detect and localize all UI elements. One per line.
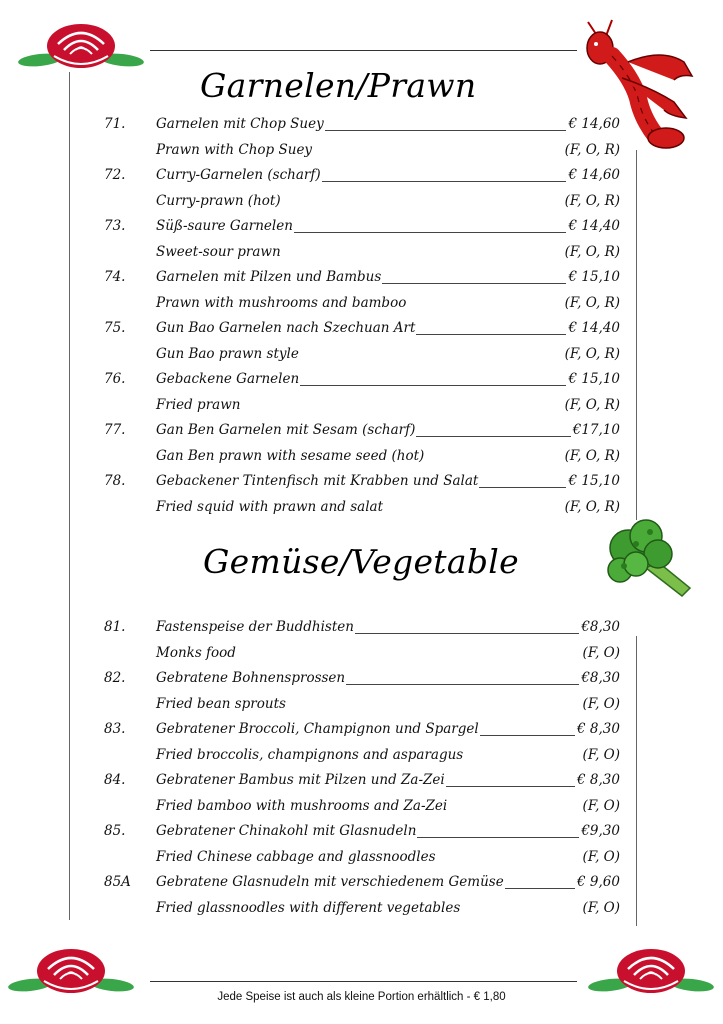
- bottom-rule: [150, 981, 577, 982]
- item-allergens: (F, O, R): [564, 243, 620, 260]
- item-price: €9,30: [581, 823, 620, 839]
- section-title-prawn: Garnelen/Prawn: [200, 66, 477, 105]
- item-name-en: Fried glassnoodles with different vegetables: [156, 899, 461, 916]
- item-allergens: (F, O, R): [564, 396, 620, 413]
- item-number: 83.: [104, 721, 126, 737]
- menu-item-translation: [0, 446, 723, 468]
- item-number: 76.: [104, 371, 126, 387]
- menu-item: [0, 770, 723, 792]
- item-allergens: (F, O, R): [564, 447, 620, 464]
- item-name-en: Curry-prawn (hot): [156, 192, 281, 209]
- item-name-de: Garnelen mit Pilzen und Bambus: [156, 269, 382, 285]
- item-number: 85.: [104, 823, 126, 839]
- item-name-en: Sweet-sour prawn: [156, 243, 281, 260]
- item-name-de: Garnelen mit Chop Suey: [156, 116, 324, 132]
- item-name-en: Prawn with mushrooms and bamboo: [156, 294, 407, 311]
- leader-line: [300, 385, 566, 386]
- leader-line: [382, 283, 566, 284]
- item-price: € 14,40: [568, 320, 620, 336]
- rose-icon-top-left: [18, 20, 144, 72]
- item-name-en: Fried squid with prawn and salat: [156, 498, 383, 515]
- item-price: € 8,30: [577, 721, 620, 737]
- top-rule: [150, 50, 577, 51]
- menu-item-translation: [0, 395, 723, 417]
- item-allergens: (F, O, R): [564, 192, 620, 209]
- menu-item: [0, 267, 723, 289]
- item-price: € 14,40: [568, 218, 620, 234]
- item-allergens: (F, O): [582, 797, 620, 814]
- item-name-de: Gebratener Chinakohl mit Glasnudeln: [156, 823, 417, 839]
- leader-line: [325, 130, 566, 131]
- menu-item: [0, 617, 723, 639]
- item-name-de: Gebackener Tintenfisch mit Krabben und Salat: [156, 473, 479, 489]
- item-name-de: Gan Ben Garnelen mit Sesam (scharf): [156, 422, 416, 438]
- item-price: € 14,60: [568, 116, 620, 132]
- menu-item-translation: [0, 344, 723, 366]
- item-name-de: Gebratene Glasnudeln mit verschiedenem Gemüse: [156, 874, 504, 890]
- menu-item: [0, 668, 723, 690]
- item-allergens: (F, O, R): [564, 141, 620, 158]
- broccoli-icon: [606, 518, 694, 604]
- item-allergens: (F, O): [582, 746, 620, 763]
- menu-item: [0, 872, 723, 894]
- item-name-de: Gebratener Broccoli, Champignon und Spargel: [156, 721, 479, 737]
- leader-line: [346, 684, 579, 685]
- item-price: € 15,10: [568, 371, 620, 387]
- menu-item-translation: [0, 898, 723, 920]
- leader-line: [446, 786, 575, 787]
- menu-item: [0, 369, 723, 391]
- item-name-en: Fried prawn: [156, 396, 241, 413]
- item-allergens: (F, O, R): [564, 345, 620, 362]
- section-title-vegetable: Gemüse/Vegetable: [203, 542, 519, 581]
- item-number: 81.: [104, 619, 126, 635]
- leader-line: [322, 181, 566, 182]
- item-number: 74.: [104, 269, 126, 285]
- menu-item-translation: [0, 242, 723, 264]
- item-name-de: Gebratener Bambus mit Pilzen und Za-Zei: [156, 772, 445, 788]
- leader-line: [505, 888, 575, 889]
- item-name-en: Fried bean sprouts: [156, 695, 286, 712]
- item-price: € 15,10: [568, 473, 620, 489]
- rose-icon-bottom-left: [8, 945, 134, 997]
- leader-line: [416, 334, 566, 335]
- menu-item-translation: [0, 191, 723, 213]
- menu-item-translation: [0, 847, 723, 869]
- item-allergens: (F, O, R): [564, 294, 620, 311]
- item-number: 73.: [104, 218, 126, 234]
- item-number: 77.: [104, 422, 126, 438]
- item-name-de: Süß-saure Garnelen: [156, 218, 293, 234]
- menu-item-translation: [0, 497, 723, 519]
- item-allergens: (F, O): [582, 695, 620, 712]
- menu-item: [0, 114, 723, 136]
- rose-icon-bottom-right: [588, 945, 714, 997]
- menu-item: [0, 318, 723, 340]
- leader-line: [355, 633, 579, 634]
- item-name-en: Monks food: [156, 644, 236, 661]
- item-name-de: Gebackene Garnelen: [156, 371, 300, 387]
- item-number: 84.: [104, 772, 126, 788]
- menu-item-translation: [0, 694, 723, 716]
- footer-note: Jede Speise ist auch als kleine Portion erhältlich - € 1,80: [217, 991, 506, 1003]
- menu-item: [0, 821, 723, 843]
- menu-item: [0, 165, 723, 187]
- item-name-en: Fried bamboo with mushrooms and Za-Zei: [156, 797, 448, 814]
- leader-line: [416, 436, 571, 437]
- item-number: 72.: [104, 167, 126, 183]
- item-allergens: (F, O): [582, 644, 620, 661]
- item-allergens: (F, O, R): [564, 498, 620, 515]
- menu-item: [0, 216, 723, 238]
- menu-item: [0, 471, 723, 493]
- item-name-de: Gebratene Bohnensprossen: [156, 670, 346, 686]
- menu-item-translation: [0, 745, 723, 767]
- item-name-en: Prawn with Chop Suey: [156, 141, 313, 158]
- item-price: € 15,10: [568, 269, 620, 285]
- item-name-en: Fried broccolis, champignons and asparagus: [156, 746, 464, 763]
- item-price: € 8,30: [577, 772, 620, 788]
- menu-item-translation: [0, 643, 723, 665]
- item-allergens: (F, O): [582, 848, 620, 865]
- menu-item-translation: [0, 293, 723, 315]
- menu-item: [0, 719, 723, 741]
- item-price: €8,30: [581, 619, 620, 635]
- item-name-de: Gun Bao Garnelen nach Szechuan Art: [156, 320, 416, 336]
- leader-line: [480, 735, 575, 736]
- item-number: 82.: [104, 670, 126, 686]
- leader-line: [294, 232, 566, 233]
- item-number: 75.: [104, 320, 126, 336]
- item-allergens: (F, O): [582, 899, 620, 916]
- item-name-en: Fried Chinese cabbage and glassnoodles: [156, 848, 436, 865]
- item-number: 85A: [104, 874, 131, 890]
- item-price: €8,30: [581, 670, 620, 686]
- menu-item-translation: [0, 140, 723, 162]
- item-price: € 9,60: [577, 874, 620, 890]
- item-number: 71.: [104, 116, 126, 132]
- menu-item-translation: [0, 796, 723, 818]
- item-price: €17,10: [572, 422, 620, 438]
- item-price: € 14,60: [568, 167, 620, 183]
- item-name-de: Curry-Garnelen (scharf): [156, 167, 321, 183]
- lobster-icon: [582, 18, 704, 158]
- item-name-de: Fastenspeise der Buddhisten: [156, 619, 354, 635]
- item-number: 78.: [104, 473, 126, 489]
- item-name-en: Gun Bao prawn style: [156, 345, 299, 362]
- menu-item: [0, 420, 723, 442]
- leader-line: [417, 837, 579, 838]
- leader-line: [479, 487, 566, 488]
- item-name-en: Gan Ben prawn with sesame seed (hot): [156, 447, 425, 464]
